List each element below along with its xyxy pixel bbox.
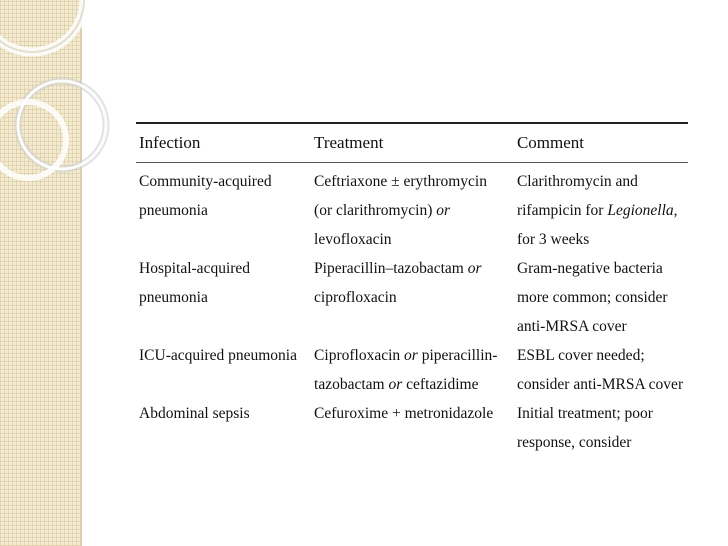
cell-comment: ESBL cover needed; consider anti-MRSA cover [516, 347, 684, 393]
cell-infection: Hospital-acquired pneumonia [139, 260, 251, 306]
table-row [136, 254, 688, 341]
cell-treatment: Ciprofloxacin or piperacillin- tazobactam or ceftazidime [314, 347, 498, 393]
cell-treatment: Piperacillin–tazobactam or ciprofloxacin [314, 260, 482, 306]
header-comment: Comment [516, 133, 584, 152]
cell-treatment: Cefuroxime + metronidazole [314, 405, 494, 422]
table-body [136, 163, 688, 457]
header-treatment: Treatment [314, 133, 384, 152]
cell-comment: Clarithromycin and rifampicin for Legionella, for 3 weeks [516, 173, 678, 248]
table-row [136, 399, 688, 457]
antibiotic-table [136, 122, 688, 457]
cell-comment: Gram-negative bacteria more common; consider anti-MRSA cover [516, 260, 668, 335]
table-row [136, 341, 688, 399]
cell-infection: Community-acquired pneumonia [139, 173, 272, 219]
cell-infection: Abdominal sepsis [139, 405, 250, 422]
table-row [136, 167, 688, 254]
cell-comment: Initial treatment; poor response, consider [516, 405, 653, 451]
cell-infection: ICU-acquired pneumonia [139, 347, 297, 364]
decorative-rings-icon [0, 0, 140, 220]
cell-treatment: Ceftriaxone ± erythromycin (or clarithromycin) or levofloxacin [314, 173, 487, 248]
header-infection: Infection [139, 133, 201, 152]
table-header-row [136, 124, 688, 162]
